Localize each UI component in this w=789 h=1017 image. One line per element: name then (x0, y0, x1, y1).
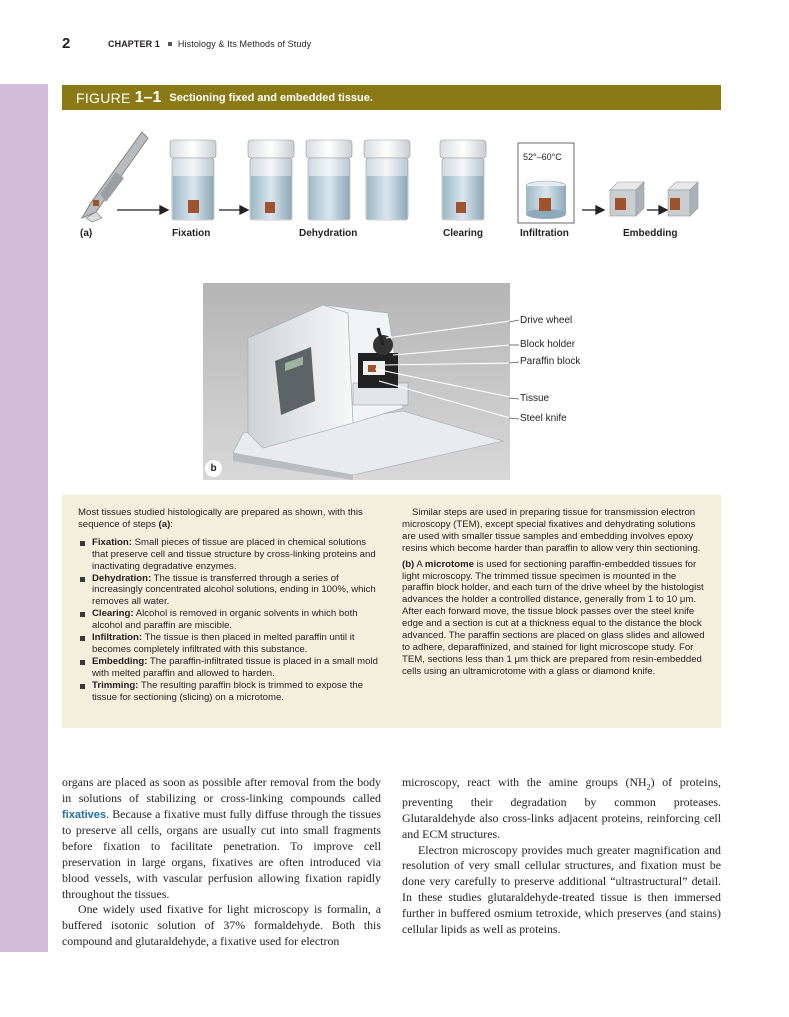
caption-microtome-text: is used for sectioning paraffin-embedded tissues for light microscopy. The trimmed tissue specimen is mounted in the paraffin block holder, and each turn of the drive wheel by the histologist advances the holder a controlled distance, generally from 1 to 10 μm. After each forward move, the tissue block passes over the steel knife edge and a section is cut at a thickness equal to the distance the block advanced. The paraffin sections are placed on glass slides and allowed to adhere, deparaffinized, and stained for light microscope study. For TEM, sections less than 1 μm thick are prepared from resin-embedded cells using an ultramicrotome with a glass or diamond knife. (402, 558, 705, 677)
caption-column-right (402, 507, 708, 682)
body-column-left (62, 775, 381, 950)
figure-number: 1–1 (134, 88, 162, 106)
step-label-fixation: Fixation (172, 228, 211, 239)
page-number: 2 (62, 35, 71, 52)
caption-microtome-paragraph (402, 559, 708, 678)
step-label-infiltration: Infiltration (520, 228, 569, 239)
caption-column-left (78, 507, 378, 704)
margin-color-bar (0, 84, 48, 952)
body-paragraph (62, 775, 381, 902)
caption-step-text: Alcohol is removed in organic solvents in which both alcohol and paraffin are miscible. (92, 608, 358, 632)
caption-intro-end: : (170, 518, 173, 530)
caption-step-term: Trimming: (92, 679, 139, 691)
callout-paraffin-block: Paraffin block (520, 356, 581, 367)
caption-intro (78, 507, 378, 531)
caption-microtome-term: microtome (424, 558, 474, 570)
callout-tissue: Tissue (520, 393, 550, 404)
caption-b-ref: (b) (402, 558, 415, 570)
caption-tem-paragraph: Similar steps are used in preparing tissue for transmission electron microscopy (TEM), except special fixatives and dehydrating solutions are used with smaller tissue samples and embedding involves epoxy resins which become harder than paraffin to allow very thin sectioning. (402, 507, 701, 554)
scalpel-icon (82, 132, 148, 222)
jar-dehydration-3-icon (364, 140, 410, 220)
caption-step-embedding (78, 656, 378, 680)
caption-step-text: The paraffin-infiltrated tissue is placed in a small mold with melted paraffin and allowed to harden. (92, 655, 378, 679)
caption-step-term: Embedding: (92, 655, 148, 667)
chapter-label: CHAPTER 1 (108, 39, 160, 49)
embedding-block-2-icon (668, 182, 698, 216)
step-label-embedding: Embedding (623, 228, 678, 239)
caption-step-fixation (78, 537, 378, 573)
panel-b-label: b (205, 460, 222, 477)
callout-drive-wheel: Drive wheel (520, 315, 573, 326)
callout-steel-knife: Steel knife (520, 413, 567, 424)
figure-caption (62, 495, 721, 728)
step-label-dehydration: Dehydration (299, 228, 358, 239)
caption-step-term: Dehydration: (92, 572, 152, 584)
header-square-bullet (168, 42, 172, 46)
caption-step-dehydration (78, 573, 378, 609)
body-paragraph: Electron microscopy provides much greater magnification and resolution of very small cellular structures, and fixation must be done very carefully to preserve additional “ultrastructural” detail. In these studies glutaraldehyde-treated tissue is then immersed further in buffered osmium tetroxide, which preserves (and stains) cellular lipids as well as proteins. (402, 842, 721, 936)
figure-label: FIGURE (76, 89, 131, 106)
caption-step-clearing (78, 608, 378, 632)
caption-step-infiltration (78, 632, 378, 656)
body-text: microscopy, react with the amine groups (NH (402, 775, 647, 789)
panel-a-label: (a) (80, 228, 93, 239)
callout-block-holder: Block holder (520, 339, 576, 350)
body-column-right (402, 775, 721, 937)
running-header (108, 39, 311, 49)
jar-dehydration-1-icon (248, 140, 294, 220)
body-text: . Because a fixative must fully diffuse through the tissues to preserve all cells, organs are usually cut into small fragments before fixation to facilitate penetration. To improve cell preservation in large organs, fixatives are often introduced via blood vessels, with vascular perfusion allowing fixation rapidly throughout the tissues. (62, 806, 381, 901)
caption-step-text: The resulting paraffin block is trimmed to expose the tissue for sectioning (slicing) on a microtome. (92, 679, 364, 703)
caption-intro-text: Most tissues studied histologically are prepared as shown, with this sequence of steps (78, 507, 363, 530)
caption-step-text: Small pieces of tissue are placed in chemical solutions that preserve cell and tissue structure by cross-linking proteins and inactivating degradative enzymes. (92, 536, 376, 572)
caption-article: A (414, 558, 425, 570)
caption-intro-ref: (a) (158, 518, 171, 530)
body-paragraph (402, 775, 721, 843)
chapter-title: Histology & Its Methods of Study (177, 39, 312, 49)
jar-dehydration-2-icon (306, 140, 352, 220)
jar-fixation-icon (170, 140, 216, 220)
callout-leader-lines (203, 283, 510, 480)
jar-clearing-icon (440, 140, 486, 220)
figure-title: Sectioning fixed and embedded tissue. (169, 91, 373, 104)
caption-step-list (78, 537, 378, 704)
embedding-block-1-icon (610, 182, 644, 216)
caption-step-text: The tissue is then placed in melted paraffin until it becomes completely infiltrated with this substance. (92, 632, 355, 655)
caption-step-text: The tissue is transferred through a series of increasingly concentrated alcohol solutions, ending in 100%, which removes all water. (92, 572, 376, 608)
temperature-label: 52°–60°C (523, 152, 562, 162)
step-label-clearing: Clearing (443, 228, 484, 239)
body-text: organs are placed as soon as possible after removal from the body in solutions of stabilizing or cross-linking compounds called (62, 775, 381, 805)
figure-banner (62, 85, 721, 110)
keyword-fixatives: fixatives (62, 808, 107, 821)
caption-step-term: Infiltration: (92, 632, 143, 644)
caption-step-term: Clearing: (92, 608, 134, 620)
tissue-processing-diagram (62, 118, 702, 228)
subscript: 2 (646, 782, 651, 792)
caption-step-trimming (78, 680, 378, 704)
body-paragraph: One widely used fixative for light microscopy is formalin, a buffered isotonic solution of 37% formaldehyde. Both this compound and glutaraldehyde, a fixative used for electron (62, 902, 381, 948)
caption-step-term: Fixation: (92, 536, 132, 548)
body-text: ) of proteins, preventing their degradation by common proteases. Glutaraldehyde also cross-links adjacent proteins, reinforcing cell and ECM structures. (402, 775, 721, 841)
microtome-photo (203, 283, 510, 480)
